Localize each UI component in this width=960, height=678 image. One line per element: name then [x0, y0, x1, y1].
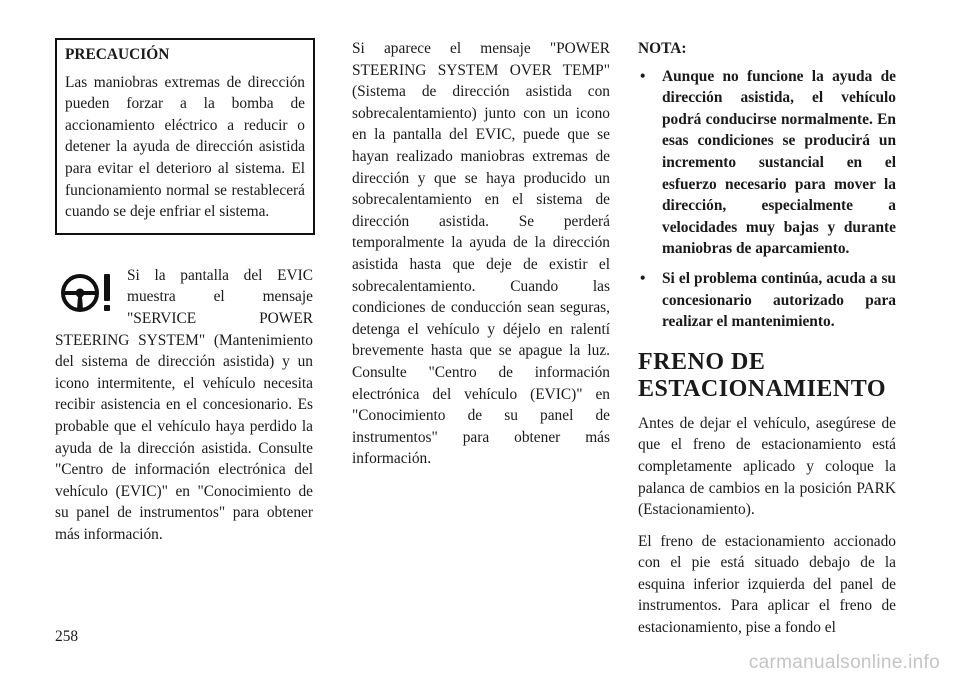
- parking-brake-paragraph: Antes de dejar el vehículo, asegúrese de que el freno de estacionamiento está completamente aplicado y coloque la palanca de cambios en la posición PARK (Estacionamiento).: [638, 414, 896, 519]
- column-left: [55, 38, 313, 545]
- parking-brake-paragraph: El freno de estacionamiento accionado con el pie está situado debajo de la esquina inferior izquierda del panel de instrumentos. Para aplicar el freno de estacionamiento, pise a fondo el: [638, 532, 896, 637]
- note-bullet-text: Si el problema continúa, acuda a su concesionario autorizado para realizar el mantenimiento.: [662, 269, 896, 331]
- evic-warning-text: Si la pantalla del EVIC muestra el mensaje "SERVICE POWER STEERING SYSTEM" (Mantenimiento del sistema de dirección asistida) y un icono intermitente, el vehículo necesita recibir asistencia en el concesionario. Es probable que el vehículo haya perdido la ayuda de la dirección asistida. Consulte "Centro de información electrónica del vehículo (EVIC)" en "Conocimiento de su panel de instrumentos" para obtener más información.: [55, 266, 313, 543]
- overtemp-paragraph: Si aparece el mensaje "POWER STEERING SYSTEM OVER TEMP" (Sistema de dirección asistida con sobrecalentamiento) junto con un icono en la pantalla del EVIC, puede que se hayan realizado maniobras extremas de dirección y que se haya producido un sobrecalentamiento en el sistema de dirección asistida. Se perderá temporalmente la ayuda de la dirección asistida hasta que deje de existir el sobrecalentamiento. Cuando las condiciones de conducción sean seguras, detenga el vehículo y déjelo en ralentí brevemente hasta que se apague la luz. Consulte "Centro de información electrónica del vehículo (EVIC)" en "Conocimiento de su panel de instrumentos" para obtener más información.: [352, 40, 610, 468]
- note-bullet-text: Aunque no funcione la ayuda de dirección asistida, el vehículo podrá conducirse normalmente. En esas condiciones se producirá un incremento sustancial en el esfuerzo necesario para mover la dirección, especialmente a velocidades muy bajas y durante maniobras de aparcamiento.: [662, 67, 896, 258]
- watermark: carmanualsonline.info: [748, 652, 940, 673]
- steering-warning-icon: [55, 269, 121, 329]
- caution-title: PRECAUCIÓN: [65, 46, 170, 63]
- note-bullet-item: [638, 268, 896, 333]
- evic-warning-block: [55, 265, 313, 546]
- caution-text: Las maniobras extremas de dirección pueden forzar a la bomba de accionamiento eléctrico a reducir o detener la ayuda de dirección asistida para evitar el deterioro al sistema. El funcionamiento normal se restablecerá cuando se deje enfriar el sistema.: [65, 73, 305, 221]
- caution-box: [55, 38, 315, 235]
- note-bullet-item: [638, 66, 896, 260]
- page-number: 258: [55, 628, 79, 645]
- column-middle: [352, 38, 610, 470]
- column-right: [638, 38, 896, 649]
- note-title: NOTA:: [638, 40, 687, 57]
- section-heading: FRENO DE ESTACIONAMIENTO: [638, 348, 886, 402]
- note-bullet-list: [638, 66, 896, 333]
- bullet-icon: •: [640, 269, 646, 287]
- bullet-icon: •: [640, 67, 646, 85]
